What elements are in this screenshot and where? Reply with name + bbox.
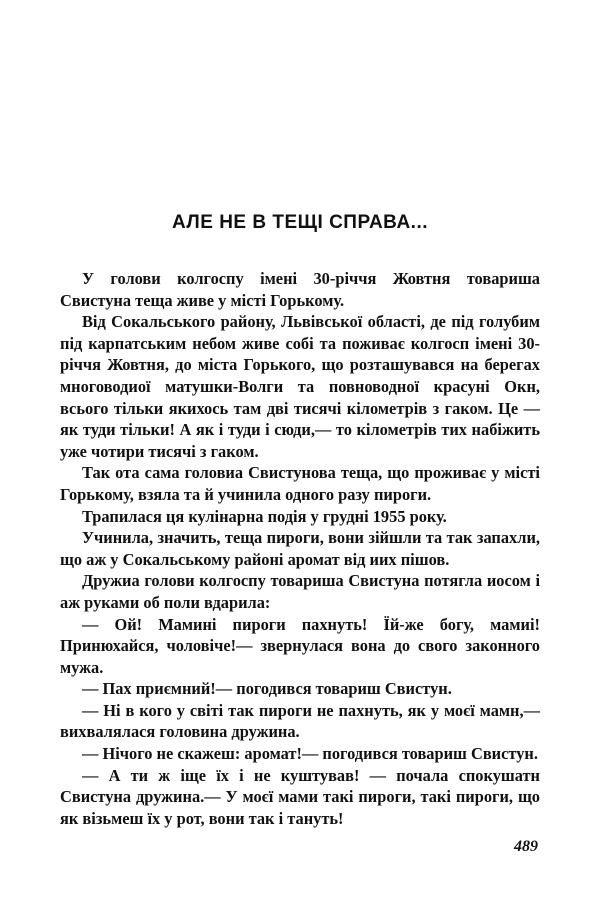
body-text <box>60 268 540 829</box>
paragraph: — Пах приємний!— погодився товариш Свистун. <box>82 679 452 699</box>
chapter-title: АЛЕ НЕ В ТЕЩІ СПРАВА... <box>171 212 429 233</box>
paragraph: Учинила, значить, теща пироги, вони зійшли та так запахли, що аж у Сокальському районі аромат від иих пішов. <box>60 528 540 569</box>
paragraph: У голови колгоспу імені 30-річчя Жовтня товариша Свистуна теща живе у місті Горькому. <box>60 269 540 310</box>
paragraph: — Нічого не скажеш: аромат!— погодився товариш Свистун. <box>82 744 538 764</box>
paragraph: Так ота сама головиа Свистунова теща, що проживає у місті Горькому, взяла та й учинила одного разу пироги. <box>60 463 540 504</box>
page-number: 489 <box>514 838 538 855</box>
paragraph: Дружиа голови колгоспу товариша Свистуна потягла иосом і аж руками об поли вдарила: <box>60 571 540 612</box>
paragraph: — Ой! Мамині пироги пахнуть! Їй-же богу, мамиі! Принюхайся, чоловіче!— звернулася вона до свого законного мужа. <box>60 614 540 677</box>
paragraph: — Ні в кого у світі так пироги не пахнуть, як у моєї мамн,— вихвалялася головина дружина. <box>60 700 540 742</box>
paragraph: Трапилася ця кулінарна подія у грудні 1955 року. <box>82 506 447 526</box>
paragraph: Від Сокальського району, Львівської області, де під голубим під карпатським небом живе собі та поживає колгосп імені 30-річчя Жовтня, до міста Горького, що розташувався на берегах многоводиої матушки-Волги та повноводної красуні Окн, всього тільки якихось там дві тисячі кілометрів з гаком. Це — як туди тільки! А як і туди і сюди,— то кілометрів тих набіжить уже чотири тисячі з гаком. <box>60 312 540 461</box>
paragraph: — А ти ж іще їх і не куштував! — почала спокушатн Свистуна дружина.— У моєї мами такі пироги, такі пироги, що як візьмеш їх у рот, вони так і тануть! <box>60 765 540 828</box>
